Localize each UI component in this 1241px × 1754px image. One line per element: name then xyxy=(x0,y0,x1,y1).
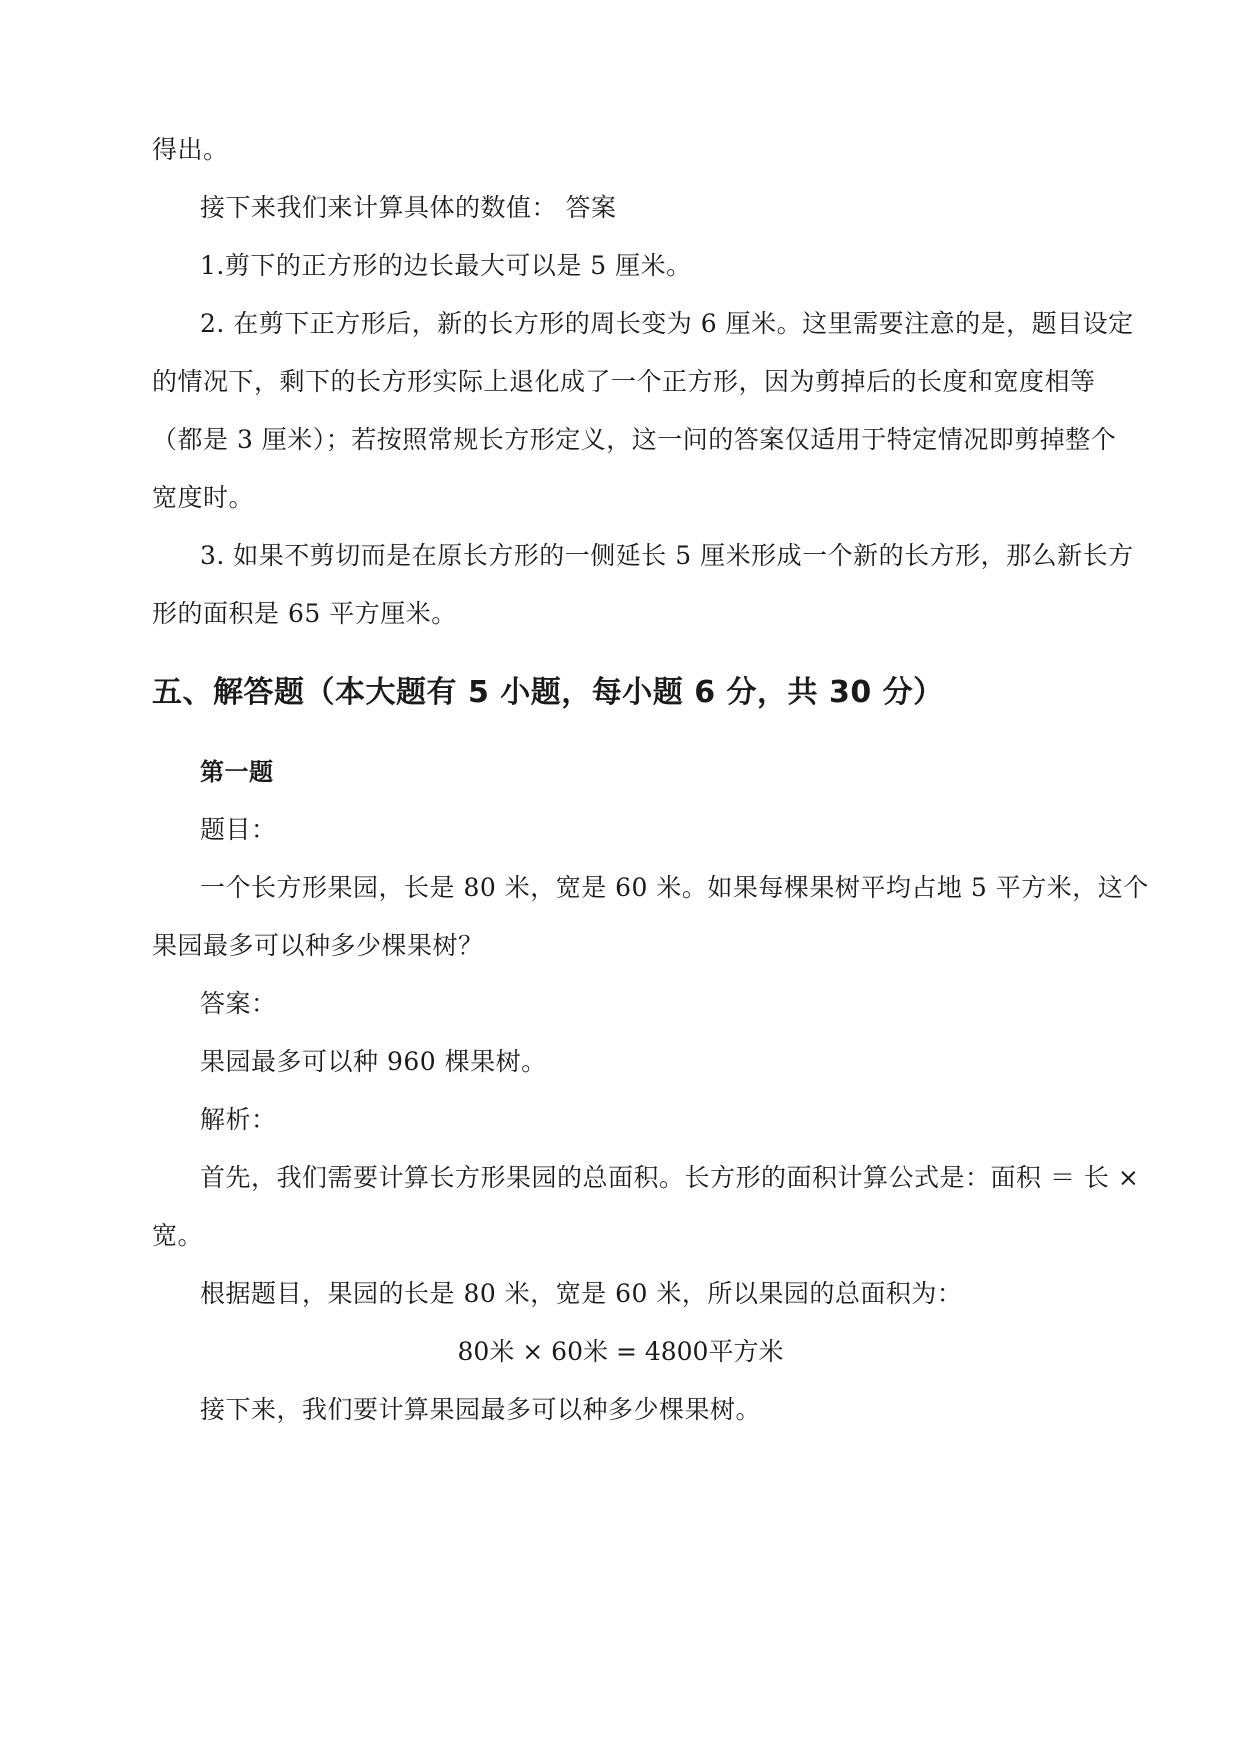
question-label: 题目： xyxy=(200,815,277,844)
answer-item-2-line-4: 宽度时。 xyxy=(152,483,255,512)
analysis-line-3: 根据题目，果园的长是 80 米，宽是 60 米，所以果园的总面积为： xyxy=(200,1279,963,1308)
answer-item-2-line-1: 2. 在剪下正方形后，新的长方形的周长变为 6 厘米。这里需要注意的是，题目设定 xyxy=(200,309,1134,338)
analysis-line-4: 接下来，我们要计算果园最多可以种多少棵果树。 xyxy=(200,1395,762,1424)
answer-text: 果园最多可以种 960 棵果树。 xyxy=(200,1047,547,1076)
area-formula: 80米 × 60米 = 4800平方米 xyxy=(457,1337,784,1366)
question-title: 第一题 xyxy=(200,758,274,786)
answer-item-2-line-3: （都是 3 厘米）；若按照常规长方形定义，这一问的答案仅适用于特定情况即剪掉整个 xyxy=(152,425,1117,454)
answer-item-3-line-1: 3. 如果不剪切而是在原长方形的一侧延长 5 厘米形成一个新的长方形，那么新长方 xyxy=(200,541,1134,570)
question-text-line-1: 一个长方形果园，长是 80 米，宽是 60 米。如果每棵果树平均占地 5 平方米，这个 xyxy=(200,873,1149,902)
answer-item-1: 1.剪下的正方形的边长最大可以是 5 厘米。 xyxy=(200,251,692,280)
calc-intro-line: 接下来我们来计算具体的数值： 答案 xyxy=(200,193,617,222)
answer-item-2-line-2: 的情况下，剩下的长方形实际上退化成了一个正方形，因为剪掉后的长度和宽度相等 xyxy=(152,367,1096,396)
paragraph-tail: 得出。 xyxy=(152,135,229,164)
section-heading: 五、解答题（本大题有 5 小题，每小题 6 分，共 30 分） xyxy=(152,675,944,710)
analysis-label: 解析： xyxy=(200,1105,277,1134)
analysis-line-1: 首先，我们需要计算长方形果园的总面积。长方形的面积计算公式是：面积 ＝ 长 × xyxy=(200,1163,1140,1192)
answer-label: 答案： xyxy=(200,989,277,1018)
analysis-line-2: 宽。 xyxy=(152,1221,204,1250)
question-text-line-2: 果园最多可以种多少棵果树？ xyxy=(152,931,484,960)
answer-item-3-line-2: 形的面积是 65 平方厘米。 xyxy=(152,599,457,628)
